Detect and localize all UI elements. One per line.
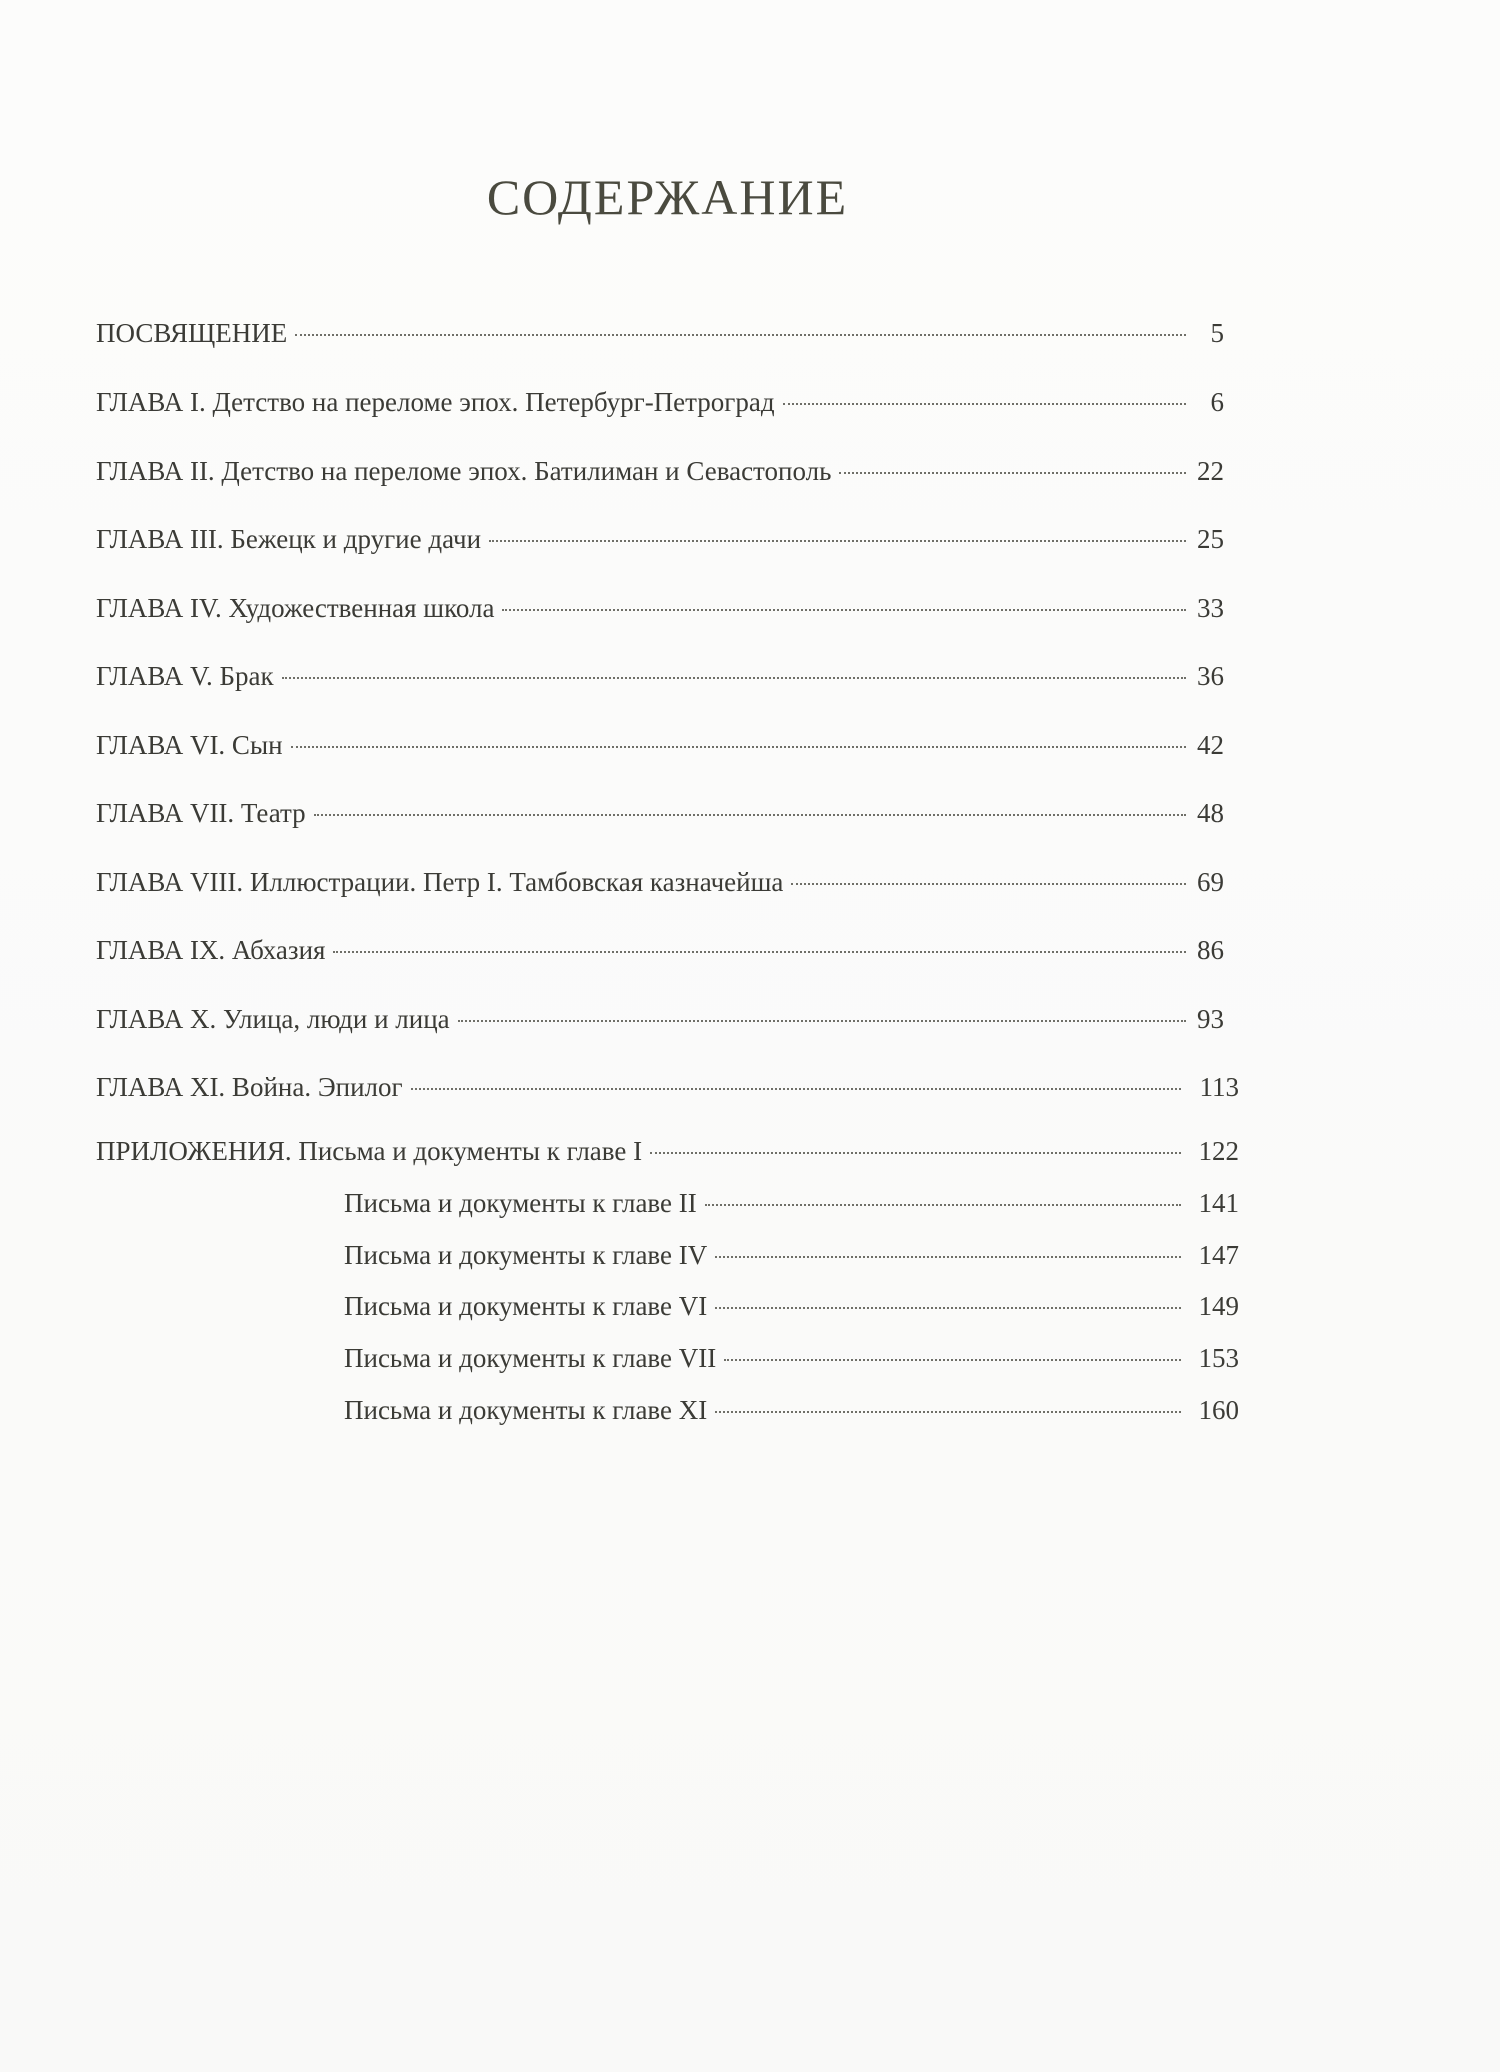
toc-entry-label: ГЛАВА X. Улица, люди и лица [96, 1004, 450, 1034]
dot-leader [783, 403, 1186, 405]
toc-entry-chapter-11 [96, 1072, 1239, 1103]
toc-entry-label: Письма и документы к главе II [344, 1188, 697, 1218]
dot-leader [411, 1088, 1181, 1090]
toc-entry-label: ГЛАВА IX. Абхазия [96, 935, 326, 965]
dot-leader [839, 472, 1186, 474]
dot-leader [314, 814, 1186, 816]
toc-entry-page: 22 [1197, 456, 1224, 486]
toc-entry-page: 69 [1197, 867, 1224, 897]
toc-entry-page: 141 [1198, 1188, 1239, 1218]
dot-leader [724, 1359, 1181, 1361]
toc-entry-chapter-3 [96, 524, 1224, 555]
toc-entry-chapter-8 [96, 867, 1224, 898]
dot-leader [715, 1307, 1181, 1309]
toc-entry-label: ГЛАВА III. Бежецк и другие дачи [96, 524, 482, 554]
toc-entry-page: 122 [1198, 1136, 1239, 1166]
toc-entry-page: 42 [1197, 730, 1224, 760]
dot-leader [650, 1152, 1181, 1154]
dot-leader [333, 951, 1186, 953]
dot-leader [502, 609, 1186, 611]
toc-entry-page: 6 [1210, 387, 1224, 417]
toc-entry-label: ГЛАВА VIII. Иллюстрации. Петр I. Тамбовская казначейша [96, 867, 784, 897]
toc-entry-label: Письма и документы к главе IV [344, 1240, 708, 1270]
toc-entry-page: 25 [1197, 524, 1224, 554]
dot-leader [715, 1411, 1181, 1413]
toc-entry-appendix-5 [344, 1343, 1239, 1374]
toc-entry-label: Письма и документы к главе VII [344, 1343, 717, 1373]
toc-entry-chapter-7 [96, 798, 1224, 829]
toc-entry-page: 93 [1197, 1004, 1224, 1034]
toc-entry-page: 5 [1210, 318, 1224, 348]
dot-leader [458, 1020, 1186, 1022]
toc-entry-chapter-1 [96, 387, 1224, 418]
toc-entry-page: 36 [1197, 661, 1224, 691]
dot-leader [791, 883, 1186, 885]
toc-entry-page: 153 [1198, 1343, 1239, 1373]
toc-entry-label: Письма и документы к главе XI [344, 1395, 708, 1425]
toc-entry-label: ГЛАВА I. Детство на переломе эпох. Петербург-Петроград [96, 387, 775, 417]
toc-entry-label: ГЛАВА II. Детство на переломе эпох. Батилиман и Севастополь [96, 456, 832, 486]
toc-entry-appendix-1 [96, 1136, 1239, 1167]
toc-entry-page: 48 [1197, 798, 1224, 828]
toc-entry-label: Письма и документы к главе VI [344, 1291, 708, 1321]
dot-leader [715, 1256, 1181, 1258]
dot-leader [489, 540, 1186, 542]
toc-entry-chapter-4 [96, 593, 1224, 624]
toc-entry-appendix-3 [344, 1240, 1239, 1271]
toc-entry-page: 149 [1198, 1291, 1239, 1321]
toc-entry-chapter-10 [96, 1004, 1224, 1035]
toc-entry-page: 147 [1198, 1240, 1239, 1270]
dot-leader [295, 334, 1186, 336]
toc-entry-chapter-5 [96, 661, 1224, 692]
toc-entry-label: ГЛАВА VI. Сын [96, 730, 283, 760]
toc-entry-label: ПРИЛОЖЕНИЯ. Письма и документы к главе I [96, 1136, 643, 1166]
toc-entry-chapter-6 [96, 730, 1224, 761]
toc-entry-chapter-2 [96, 456, 1224, 487]
page-title: СОДЕРЖАНИЕ [486, 169, 849, 225]
toc-entry-appendix-2 [344, 1188, 1239, 1219]
toc-entry-label: ГЛАВА VII. Театр [96, 798, 306, 828]
toc-entry-page: 33 [1197, 593, 1224, 623]
toc-entry-appendix-4 [344, 1291, 1239, 1322]
toc-entry-dedication [96, 318, 1224, 349]
toc-entry-label: ГЛАВА XI. Война. Эпилог [96, 1072, 403, 1102]
toc-entry-page: 86 [1197, 935, 1224, 965]
toc-entry-label: ПОСВЯЩЕНИЕ [96, 318, 288, 348]
dot-leader [291, 746, 1186, 748]
toc-entry-appendix-6 [344, 1395, 1239, 1426]
toc-entry-page: 160 [1198, 1395, 1239, 1425]
toc-entry-chapter-9 [96, 935, 1224, 966]
dot-leader [705, 1204, 1181, 1206]
dot-leader [282, 677, 1186, 679]
toc-entry-label: ГЛАВА IV. Художественная школа [96, 593, 495, 623]
toc-entry-label: ГЛАВА V. Брак [96, 661, 274, 691]
toc-entry-page: 113 [1199, 1072, 1239, 1102]
